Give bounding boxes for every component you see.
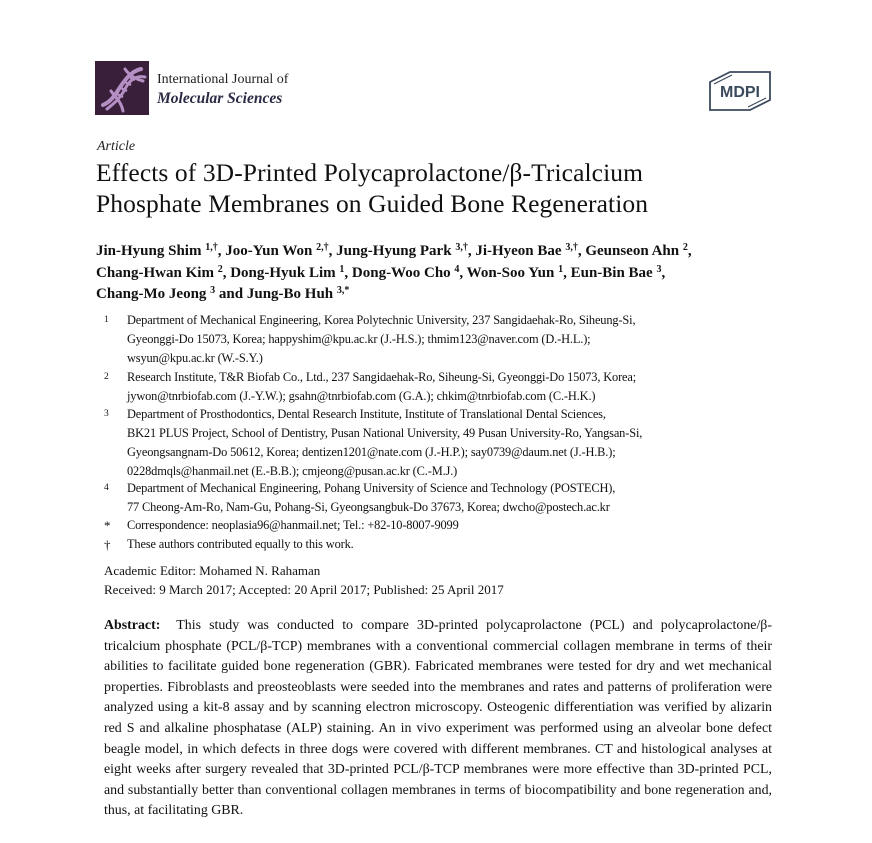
affiliation-line: wsyun@kpu.ac.kr (W.-S.Y.) — [127, 351, 263, 365]
author-name[interactable]: Won-Soo Yun — [466, 264, 555, 281]
abstract — [104, 616, 772, 822]
author-name[interactable]: Chang-Hwan Kim — [96, 264, 214, 281]
author-line-3 — [96, 284, 796, 306]
journal-name-line1: International Journal of — [157, 72, 289, 87]
author-name[interactable]: Ji-Hyeon Bae — [475, 243, 562, 259]
author-affiliation-marker: 2 — [217, 263, 223, 275]
title-line-2: Phosphate Membranes on Guided Bone Regeneration — [96, 189, 649, 218]
journal-name-line2: Molecular Sciences — [157, 90, 283, 107]
author-separator: , — [467, 243, 476, 259]
correspondence-text: Correspondence: neoplasia96@hanmail.net; Tel.: +82-10-8007-9099 — [127, 518, 459, 532]
affiliation-line: 77 Cheong-Am-Ro, Nam-Gu, Pohang-Si, Gyeongsangbuk-Do 37673, Korea; dwcho@postech.ac.kr — [127, 500, 610, 514]
affiliation-marker: 2 — [104, 372, 109, 382]
author-separator: , — [687, 243, 692, 259]
affiliation-line: Gyeonggi-Do 15073, Korea; happyshim@kpu.ac.kr (J.-H.S.); thmim123@naver.com (D.-H.L.); — [127, 332, 591, 346]
affiliation-marker: 1 — [104, 315, 109, 325]
affiliation-marker: 3 — [104, 409, 109, 419]
author-line-2 — [96, 263, 796, 285]
journal-logo — [95, 61, 149, 115]
author-affiliation-marker: 1 — [558, 263, 564, 275]
author-affiliation-marker: 1,† — [205, 242, 218, 253]
author-name[interactable]: Geunseon Ahn — [585, 243, 680, 259]
author-affiliation-marker: 3 — [656, 263, 662, 275]
author-separator: , — [577, 243, 586, 259]
affiliation-text — [127, 405, 807, 481]
affiliation-line: Department of Mechanical Engineering, Korea Polytechnic University, 237 Sangidaehak-Ro, Siheung-Si, — [127, 313, 636, 327]
affiliation-line: Department of Prosthodontics, Dental Research Institute, Institute of Translational Dental Sciences, — [127, 407, 606, 421]
affiliation-line: jywon@tnrbiofab.com (J.-Y.W.); gsahn@tnrbiofab.com (G.A.); chkim@tnrbiofab.com (C.-H.K.) — [127, 389, 596, 403]
equal-contribution-text: These authors contributed equally to this work. — [127, 537, 354, 551]
author-name[interactable]: Jung-Bo Huh — [246, 286, 334, 302]
author-name[interactable]: Chang-Mo Jeong — [96, 286, 207, 302]
author-separator: , — [661, 264, 666, 281]
author-affiliation-marker: 3 — [210, 285, 216, 296]
author-separator: , — [328, 243, 337, 259]
dna-helix-icon — [95, 61, 149, 115]
affiliation-line: BK21 PLUS Project, School of Dentistry, Pusan National University, 49 Pusan University-Ro, Yangsan-Si, — [127, 426, 643, 440]
author-affiliation-marker: 2,† — [316, 242, 329, 253]
author-name[interactable]: Joo-Yun Won — [225, 243, 313, 259]
author-separator: , — [217, 243, 226, 259]
author-separator: , — [459, 264, 467, 281]
author-affiliation-marker: 1 — [339, 263, 345, 275]
asterisk-marker: * — [104, 518, 111, 533]
affiliation-line: Department of Mechanical Engineering, Pohang University of Science and Technology (POSTECH), — [127, 481, 616, 495]
author-separator: , — [563, 264, 571, 281]
abstract-label: Abstract: — [104, 618, 161, 633]
article-title — [96, 157, 796, 219]
author-name[interactable]: Jin-Hyung Shim — [96, 243, 202, 259]
mdpi-text: MDPI — [720, 84, 760, 101]
author-affiliation-marker: 3,* — [336, 285, 350, 296]
author-name[interactable]: Jung-Hyung Park — [336, 243, 452, 259]
author-affiliation-marker: 2 — [682, 242, 688, 253]
publication-dates: Received: 9 March 2017; Accepted: 20 April 2017; Published: 25 April 2017 — [104, 582, 504, 597]
affiliation-text — [127, 479, 807, 517]
author-name[interactable]: Eun-Bin Bae — [570, 264, 653, 281]
author-name[interactable]: Dong-Woo Cho — [351, 264, 451, 281]
author-list — [96, 241, 796, 306]
affiliation-marker: 4 — [104, 483, 109, 493]
title-line-1: Effects of 3D-Printed Polycaprolactone/β-Tricalcium — [96, 158, 644, 187]
affiliation-text — [127, 311, 807, 368]
author-name[interactable]: Dong-Hyuk Lim — [230, 264, 336, 281]
affiliation-text — [127, 368, 807, 406]
abstract-text: This study was conducted to compare 3D-printed polycaprolactone (PCL) and polycaprolactone/β-tricalcium phosphate (PCL/β-TCP) membranes with a conventional commercial collagen membrane in terms of their abilities to facilitate guided bone regeneration (GBR). Fabricated membranes were tested for dry and wet mechanical properties. Fibroblasts and preosteoblasts were seeded into the membranes and rates and patterns of proliferation were analyzed using a kit-8 assay and by scanning electron microscopy. Osteogenic differentiation was verified by alizarin red S and alkaline phosphatase (ALP) staining. An in vivo experiment was performed using an alveolar bone defect beagle model, in which defects in three dogs were covered with different membranes. CT and histological analyses at eight weeks after surgery revealed that 3D-printed PCL/β-TCP membranes were more effective than 3D-printed PCL, and substantially better than conventional collagen membranes in terms of biocompatibility and bone regeneration and, thus, at facilitating GBR. — [104, 618, 773, 819]
author-affiliation-marker: 3,† — [455, 242, 468, 253]
affiliation-line: 0228dmqls@hanmail.net (E.-B.B.); cmjeong@pusan.ac.kr (C.-M.J.) — [127, 464, 458, 478]
author-line-1 — [96, 241, 796, 263]
article-type: Article — [97, 139, 136, 154]
affiliation-line: Research Institute, T&R Biofab Co., Ltd., 237 Sangidaehak-Ro, Siheung-Si, Gyeonggi-Do 15073, Korea; — [127, 370, 637, 384]
academic-editor: Academic Editor: Mohamed N. Rahaman — [104, 563, 321, 578]
affiliation-line: Gyeongsangnam-Do 50612, Korea; dentizen1201@nate.com (J.-H.P.); say0739@daum.net (J.-H.B.); — [127, 445, 616, 459]
dagger-marker: † — [104, 537, 111, 552]
author-affiliation-marker: 4 — [454, 263, 460, 275]
mdpi-logo — [706, 70, 774, 112]
author-separator: , — [222, 264, 231, 281]
mdpi-logo-icon — [706, 70, 774, 112]
author-separator: and — [215, 286, 247, 302]
author-affiliation-marker: 3,† — [565, 242, 578, 253]
author-separator: , — [344, 264, 352, 281]
